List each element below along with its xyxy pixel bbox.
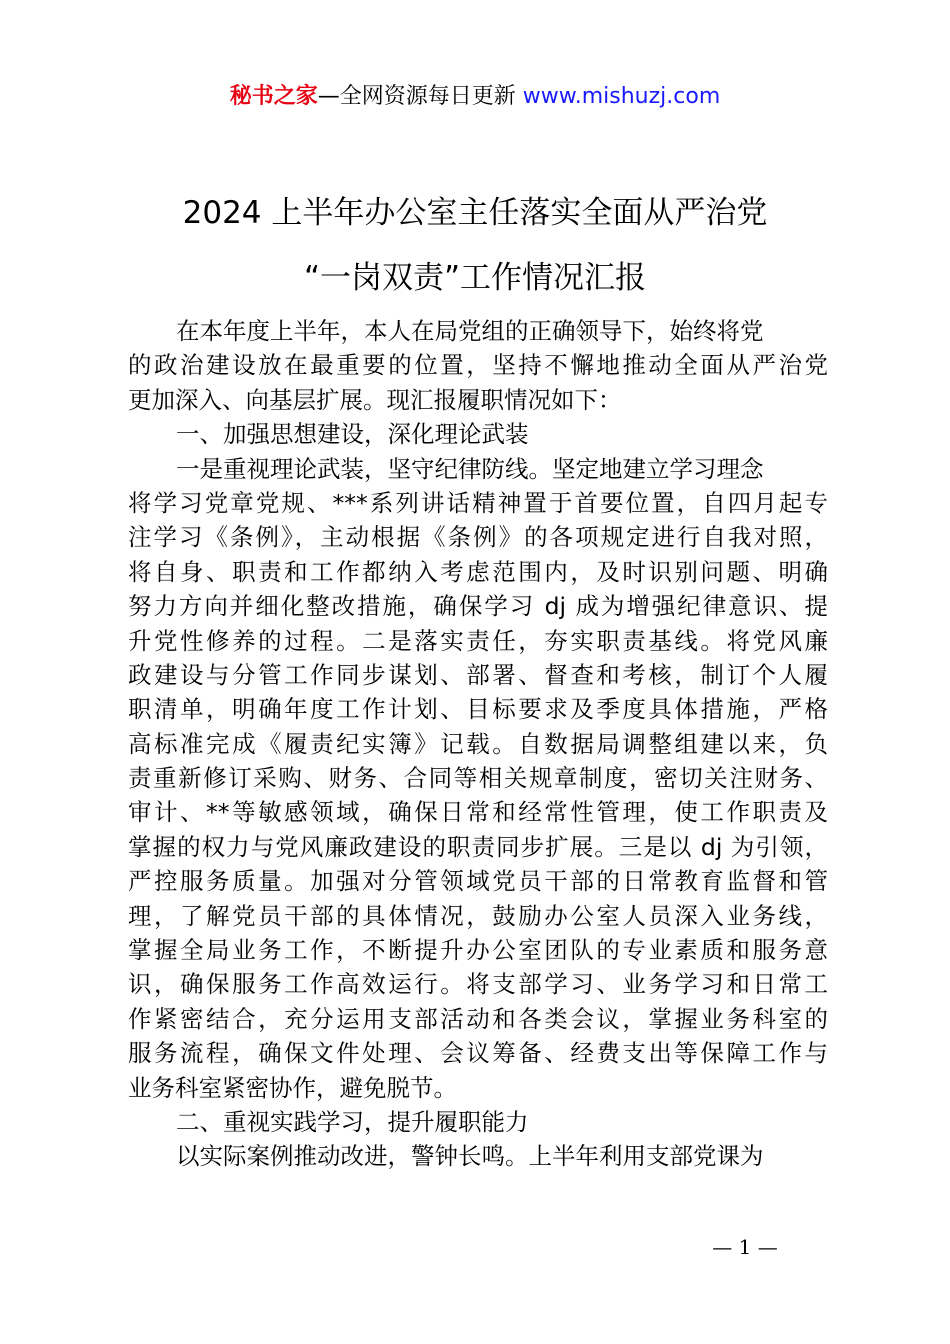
body-line: 识，确保服务工作高效运行。将支部学习、业务学习和日常工	[128, 970, 828, 999]
body-line: 掌握全局业务工作，不断提升办公室团队的专业素质和服务意	[128, 936, 828, 965]
document-title-line-2: “一岗双责”工作情况汇报	[303, 260, 647, 296]
body-line: 服务流程，确保文件处理、会议筹备、经费支出等保障工作与	[128, 1039, 828, 1068]
site-url-link[interactable]: www.mishuzj.com	[522, 84, 721, 109]
body-line: 业务科室紧密协作，避免脱节。	[128, 1073, 457, 1102]
section-heading: 一、加强思想建设，深化理论武装	[176, 420, 529, 449]
body-line: 升党性修养的过程。二是落实责任，夯实职责基线。将党风廉	[128, 626, 828, 655]
document-body	[128, 314, 828, 1174]
body-line: 努力方向并细化整改措施，确保学习 dj 成为增强纪律意识、提	[128, 592, 828, 621]
body-line: 掌握的权力与党风廉政建设的职责同步扩展。三是以 dj 为引领，	[128, 832, 828, 861]
body-line: 作紧密结合，充分运用支部活动和各类会议，掌握业务科室的	[128, 1004, 828, 1033]
page-number: — 1 —	[712, 1235, 778, 1259]
body-line: 将学习党章党规、***系列讲话精神置于首要位置，自四月起专	[128, 488, 828, 517]
site-header	[0, 82, 950, 112]
body-line: 的政治建设放在最重要的位置，坚持不懈地推动全面从严治党	[128, 351, 828, 380]
body-line: 以实际案例推动改进，警钟长鸣。上半年利用支部党课为	[176, 1142, 764, 1171]
body-line: 更加深入、向基层扩展。现汇报履职情况如下：	[128, 385, 622, 414]
body-line: 高标准完成《履责纪实簿》记载。自数据局调整组建以来，负	[128, 729, 828, 758]
body-line: 在本年度上半年，本人在局党组的正确领导下，始终将党	[176, 317, 764, 345]
body-line: 审计、**等敏感领域，确保日常和经常性管理，使工作职责及	[128, 798, 828, 827]
section-heading: 二、重视实践学习，提升履职能力	[176, 1107, 529, 1136]
body-line: 政建设与分管工作同步谋划、部署、督查和考核，制订个人履	[128, 660, 828, 689]
site-tagline: —全网资源每日更新	[317, 84, 516, 109]
body-line: 职清单，明确年度工作计划、目标要求及季度具体措施，严格	[128, 695, 828, 724]
body-line: 将自身、职责和工作都纳入考虑范围内，及时识别问题、明确	[128, 557, 828, 586]
body-line: 理，了解党员干部的具体情况，鼓励办公室人员深入业务线，	[128, 901, 828, 930]
body-line: 一是重视理论武装，坚守纪律防线。坚定地建立学习理念	[176, 454, 764, 483]
site-brand: 秘书之家	[229, 84, 318, 109]
body-line: 注学习《条例》，主动根据《条例》的各项规定进行自我对照，	[128, 523, 828, 552]
body-line: 严控服务质量。加强对分管领域党员干部的日常教育监督和管	[128, 867, 828, 896]
body-line: 责重新修订采购、财务、合同等相关规章制度，密切关注财务、	[128, 764, 828, 793]
document-title-line-1: 2024 上半年办公室主任落实全面从严治党	[182, 195, 768, 231]
